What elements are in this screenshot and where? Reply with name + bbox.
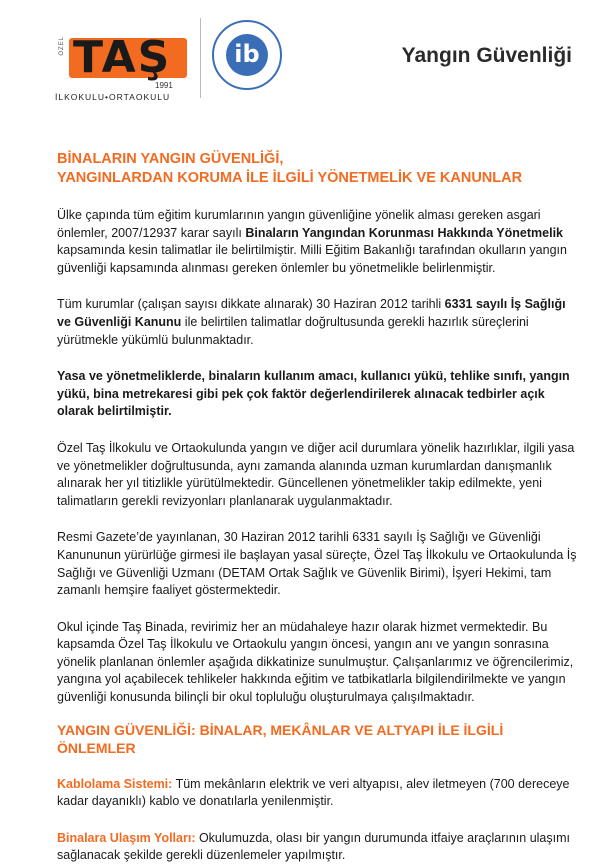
page-title: Yangın Güvenliği: [401, 44, 572, 67]
p2-text-a: Tüm kurumlar (çalışan sayısı dikkate alınarak) 30 Haziran 2012 tarihli: [57, 297, 445, 312]
ib-logo: [212, 20, 282, 90]
paragraph-infirmary: Okul içinde Taş Binada, revirimiz her an müdahaleye hazır olarak hizmet vermektedir. Bu kapsamda Özel Taş İlkokulu ve Ortaokulu yangın öncesi, yangın anı ve yangın sonrasına yönelik planlanan önlemler aşağıda dikkatinize sunulmuştur. Çalışanlarımız ve öğrencilerimiz, yangına yol açabilecek tehlikeler hakkında eğitim ve tatbikatlarla bilgilendirilmekte ve yangın güvenliği konusunda bilinçli bir okul topluluğu oluşturulmaya çalışılmaktadır.: [57, 619, 574, 705]
item-access-label: Binalara Ulaşım Yolları:: [57, 830, 196, 845]
page-header: [0, 0, 612, 110]
item-cabling: [57, 776, 577, 811]
p1-text-c: kapsamında kesin talimatlar ile belirtilmiştir. Milli Eğitim Bakanlığı tarafından okulların yangın güvenliği kapsamında alınması gereken önlemler bu yönetmelikle belirlenmiştir.: [57, 243, 567, 275]
p2-text-c: ile belirtilen talimatlar doğrultusunda gerekli hazırlık süreçlerini yürütmekle yükümlü bulunmaktadır.: [57, 314, 529, 347]
p1-bold: Binaların Yangından Korunması Hakkında Yönetmelik: [245, 225, 563, 240]
item-access-roads: [57, 830, 577, 865]
logo-school: İLKOKULU•ORTAOKULU: [55, 92, 171, 102]
p1-text-a: Ülke çapında tüm eğitim kurumlarının yangın güvenliğine yönelik alması gereken asgari önlemler, 2007/12937 karar sayılı: [57, 208, 541, 240]
section-title-regulations: [57, 150, 577, 188]
section-title-measures: YANGIN GÜVENLİĞİ: BİNALAR, MEKÂNLAR VE ALTYAPI İLE İLGİLİ ÖNLEMLER: [57, 721, 504, 756]
paragraph-health-staff: Resmi Gazete’de yayınlanan, 30 Haziran 2012 tarihli 6331 sayılı İş Sağlığı ve Güvenliği Kanununun yürürlüğe girmesi ile başlayan yasal süreçte, Özel Taş İlkokulu ve Ortaokulunda İş Sağlığı ve Güvenliği Uzmanı (DETAM Ortak Sağlık ve Güvenlik Birimi), İşyeri Hekimi, tam zamanlı hemşire faaliyet göstermektedir.: [57, 530, 577, 598]
logo-year: 1991: [155, 81, 173, 90]
ib-logo-mark: ib: [226, 34, 268, 76]
section-title-line2: YANGINLARDAN KORUMA İLE İLGİLİ YÖNETMELİK VE KANUNLAR: [57, 170, 523, 186]
paragraph-law: [57, 296, 577, 349]
logo-name: TAŞ: [73, 32, 172, 83]
logo-ozel: ÖZEL: [59, 36, 65, 56]
item-cabling-label: Kablolama Sistemi:: [57, 776, 173, 791]
document-body: [57, 150, 577, 865]
section-title-line1: BİNALARIN YANGIN GÜVENLİĞİ,: [57, 151, 284, 167]
paragraph-preparations: Özel Taş İlkokulu ve Ortaokulunda yangın ve diğer acil durumlara yönelik hazırlıklar, ilgili yasa ve yönetmelikler doğrultusunda, aynı zamanda alanında uzman kurumlardan danışmanlık alınarak her yıl titizlikle yürütülmektedir. Güncellenen yönetmelikler takip edilmekte, yeni talimatların gerekli revizyonları planlanarak uygulanmaktadır.: [57, 440, 575, 508]
header-divider: [200, 18, 201, 98]
p2-bold: 6331 sayılı İş Sağlığı ve Güvenliği Kanunu: [57, 297, 566, 329]
paragraph-factors: Yasa ve yönetmeliklerde, binaların kullanım amacı, kullanıcı yükü, tehlike sınıfı, yangın yükü, bina metrekaresi gibi pek çok faktör değerlendirilerek alınacak tedbirler açık olarak belirtilmiştir.: [57, 369, 570, 419]
paragraph-regulation: [57, 207, 577, 277]
school-logo: [55, 18, 195, 100]
item-access-text: Okulumuzda, olası bir yangın durumunda itfaiye araçlarının ulaşımı sağlanacak şekilde gerekli düzenlemeler yapılmıştır.: [57, 830, 570, 863]
item-cabling-text: Tüm mekânların elektrik ve veri altyapısı, alev iletmeyen (700 dereceye kadar dayanıklı) kablo ve donatılarla yenilenmiştir.: [57, 776, 570, 809]
